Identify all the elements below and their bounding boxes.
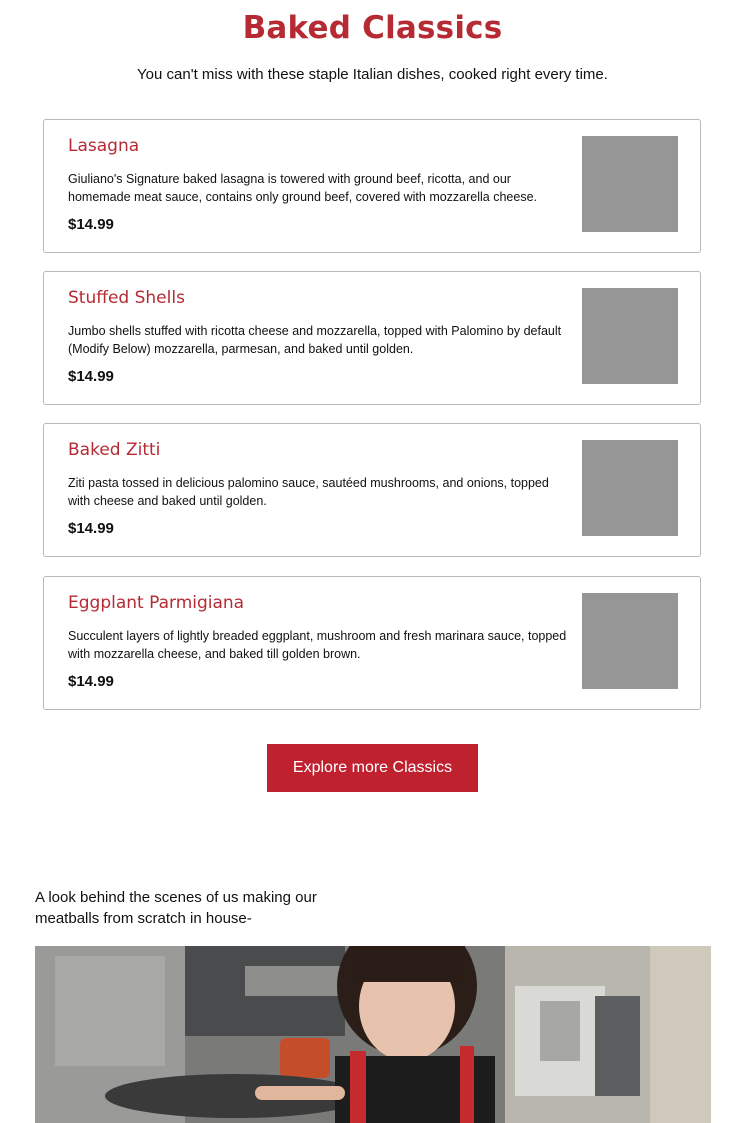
behind-scenes-text: A look behind the scenes of us making our meatballs from scratch in house- bbox=[35, 889, 317, 927]
menu-item-card[interactable] bbox=[43, 271, 701, 405]
menu-item-description: Jumbo shells stuffed with ricotta cheese and mozzarella, topped with Palomino by default (Modify Below) mozzarella, parmesan, and baked until golden. bbox=[68, 324, 562, 356]
menu-item-card[interactable] bbox=[43, 423, 701, 557]
menu-item-image[interactable] bbox=[582, 440, 678, 536]
section-title: Baked Classics bbox=[242, 10, 503, 46]
menu-item-description: Ziti pasta tossed in delicious palomino sauce, sautéed mushrooms, and onions, topped with cheese and baked until golden. bbox=[68, 476, 549, 508]
menu-item-card[interactable] bbox=[43, 119, 701, 253]
kitchen-photo bbox=[35, 946, 711, 1123]
menu-item-name[interactable]: Stuffed Shells bbox=[68, 288, 185, 308]
menu-item-image[interactable] bbox=[582, 593, 678, 689]
menu-item-description: Succulent layers of lightly breaded eggplant, mushroom and fresh marinara sauce, topped with mozzarella cheese, and baked till golden brown. bbox=[68, 629, 567, 661]
section-subtitle: You can't miss with these staple Italian dishes, cooked right every time. bbox=[137, 66, 608, 83]
menu-item-price: $14.99 bbox=[68, 216, 114, 233]
kitchen-photo-illustration bbox=[35, 946, 711, 1123]
menu-item-image[interactable] bbox=[582, 136, 678, 232]
menu-item-price: $14.99 bbox=[68, 673, 114, 690]
menu-item-name[interactable]: Baked Zitti bbox=[68, 440, 161, 460]
menu-item-description: Giuliano's Signature baked lasagna is towered with ground beef, ricotta, and our homemade meat sauce, contains only ground beef, covered with mozzarella cheese. bbox=[68, 172, 538, 204]
menu-item-name[interactable]: Lasagna bbox=[68, 136, 140, 156]
menu-item-price: $14.99 bbox=[68, 368, 114, 385]
explore-more-classics-button[interactable]: Explore more Classics bbox=[267, 744, 478, 792]
menu-item-price: $14.99 bbox=[68, 520, 114, 537]
menu-item-image[interactable] bbox=[582, 288, 678, 384]
menu-item-card[interactable] bbox=[43, 576, 701, 710]
menu-item-name[interactable]: Eggplant Parmigiana bbox=[68, 593, 245, 613]
